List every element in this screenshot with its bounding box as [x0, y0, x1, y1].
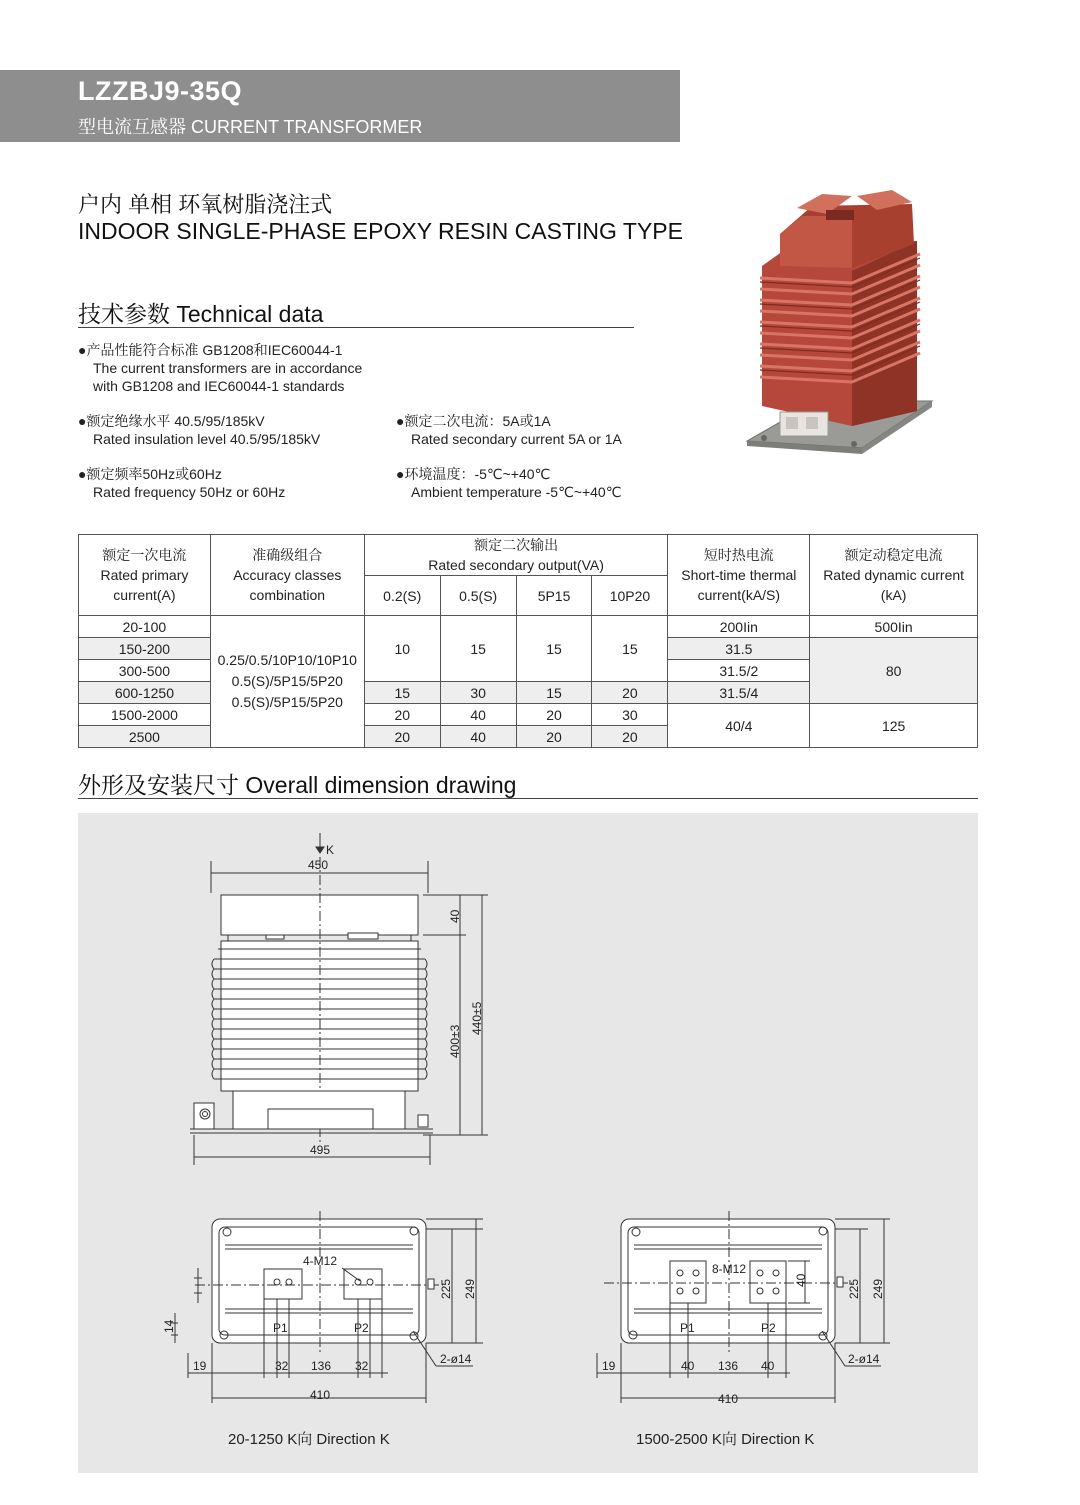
cell-output: 15 — [440, 616, 516, 682]
left-dim-136: 136 — [311, 1359, 332, 1373]
spec-secondary-current — [396, 412, 622, 448]
header-primary-current: 额定一次电流 Rated primary current(A) — [79, 535, 211, 616]
heading-rule — [78, 798, 978, 799]
left-mount-holes: 2-ø14 — [440, 1352, 472, 1366]
left-view-caption: 20-1250 K向 Direction K — [228, 1431, 390, 1448]
cell-output: 20 — [592, 726, 668, 748]
cell-accuracy: 0.25/0.5/10P10/10P10 0.5(S)/5P15/5P20 0.5(S)/5P15/5P20 — [210, 616, 364, 748]
cell-output: 20 — [516, 726, 592, 748]
right-dim-225: 225 — [847, 1278, 861, 1299]
right-dim-136: 136 — [718, 1359, 739, 1373]
cell-primary: 600-1250 — [79, 682, 211, 704]
header-secondary-output: 额定二次输出 Rated secondary output(VA) — [364, 535, 668, 576]
cell-output: 15 — [592, 616, 668, 682]
spec-frequency — [78, 465, 285, 501]
cell-primary: 300-500 — [79, 660, 211, 682]
right-p1: P1 — [680, 1321, 695, 1335]
spec-standard-cn: ●产品性能符合标准 GB1208和IEC60044-1 — [78, 342, 343, 358]
spec-ambient-cn: ●环境温度：-5℃~+40℃ — [396, 466, 551, 482]
header-thermal-current: 短时热电流 Short-time thermal current(kA/S) — [668, 535, 810, 616]
right-dim-410: 410 — [718, 1392, 739, 1406]
cell-output: 20 — [364, 704, 440, 726]
model-title: LZZBJ9-35Q — [78, 76, 243, 106]
header-accuracy-classes: 准确级组合 Accuracy classes combination — [210, 535, 364, 616]
cell-primary: 150-200 — [79, 638, 211, 660]
cell-primary: 20-100 — [79, 616, 211, 638]
right-mount-holes: 2-ø14 — [848, 1352, 880, 1366]
cell-thermal: 40/4 — [668, 704, 810, 748]
left-dim-32b: 32 — [355, 1359, 369, 1373]
spec-frequency-cn: ●额定频率50Hz或60Hz — [78, 466, 222, 482]
heading-rule — [78, 327, 634, 328]
spec-standard-en1: The current transformers are in accordance — [93, 360, 363, 376]
header-output-10p20: 10P20 — [592, 576, 668, 616]
spec-insulation-en: Rated insulation level 40.5/95/185kV — [93, 431, 321, 447]
left-dim-14: 14 — [162, 1319, 176, 1333]
spec-ambient — [396, 465, 621, 501]
header-dynamic-current: 额定动稳定电流 Rated dynamic current (kA) — [810, 535, 978, 616]
header-output-5p15: 5P15 — [516, 576, 592, 616]
cell-output: 40 — [440, 704, 516, 726]
table-row — [79, 616, 978, 638]
dim-40-cap: 40 — [448, 909, 462, 923]
cell-primary: 2500 — [79, 726, 211, 748]
cell-dynamic: 500Iin — [810, 616, 978, 638]
cell-thermal: 200Iin — [668, 616, 810, 638]
left-holes-label: 4-M12 — [303, 1254, 338, 1268]
dim-495: 495 — [310, 1143, 331, 1157]
spec-secondary-current-cn: ●额定二次电流：5A或1A — [396, 413, 551, 429]
right-dim-40b: 40 — [761, 1359, 775, 1373]
cell-thermal: 31.5/4 — [668, 682, 810, 704]
dim-450: 450 — [308, 858, 329, 872]
cell-thermal: 31.5 — [668, 638, 810, 660]
spec-insulation — [78, 412, 320, 448]
cell-dynamic: 125 — [810, 704, 978, 748]
right-dim-40a: 40 — [681, 1359, 695, 1373]
spec-ambient-en: Ambient temperature -5℃~+40℃ — [411, 484, 622, 500]
right-p2: P2 — [761, 1321, 776, 1335]
cell-thermal: 31.5/2 — [668, 660, 810, 682]
left-dim-225: 225 — [439, 1278, 453, 1299]
cell-output: 15 — [516, 616, 592, 682]
table-header-row — [79, 535, 978, 576]
spec-secondary-current-en: Rated secondary current 5A or 1A — [411, 431, 622, 447]
left-p2: P2 — [354, 1321, 369, 1335]
cell-output: 20 — [364, 726, 440, 748]
k-label: K — [326, 843, 335, 857]
cell-primary: 1500-2000 — [79, 704, 211, 726]
model-subtitle: 型电流互感器 CURRENT TRANSFORMER — [78, 117, 423, 137]
header-output-0-2s: 0.2(S) — [364, 576, 440, 616]
spec-standard — [78, 341, 362, 395]
type-en: INDOOR SINGLE-PHASE EPOXY RESIN CASTING TYPE — [78, 218, 683, 244]
spec-standard-en2: with GB1208 and IEC60044-1 standards — [93, 378, 345, 394]
cell-output: 10 — [364, 616, 440, 682]
dimension-drawing — [78, 813, 978, 1473]
left-dim-32a: 32 — [275, 1359, 289, 1373]
right-dim-40v: 40 — [794, 1273, 808, 1287]
technical-data-table — [78, 534, 978, 748]
cell-output: 40 — [440, 726, 516, 748]
type-cn: 户内 单相 环氧树脂浇注式 — [78, 192, 333, 217]
left-dim-19: 19 — [193, 1359, 207, 1373]
right-holes-label: 8-M12 — [712, 1262, 747, 1276]
spec-insulation-cn: ●额定绝缘水平 40.5/95/185kV — [78, 413, 265, 429]
cell-output: 30 — [440, 682, 516, 704]
left-dim-410: 410 — [310, 1388, 331, 1402]
spec-frequency-en: Rated frequency 50Hz or 60Hz — [93, 484, 286, 500]
right-view-caption: 1500-2500 K向 Direction K — [636, 1431, 815, 1448]
header-output-0-5s: 0.5(S) — [440, 576, 516, 616]
cell-output: 30 — [592, 704, 668, 726]
dim-400: 400±3 — [448, 1024, 462, 1058]
right-dim-19: 19 — [602, 1359, 616, 1373]
cell-dynamic: 80 — [810, 638, 978, 704]
dimension-drawing-heading: 外形及安装尺寸 Overall dimension drawing — [78, 772, 517, 798]
cell-output: 20 — [516, 704, 592, 726]
left-p1: P1 — [273, 1321, 288, 1335]
left-dim-249: 249 — [463, 1278, 477, 1299]
cell-output: 15 — [364, 682, 440, 704]
right-dim-249: 249 — [871, 1278, 885, 1299]
product-photo — [742, 186, 937, 476]
dim-440: 440±5 — [470, 1001, 484, 1035]
cell-output: 15 — [516, 682, 592, 704]
technical-data-heading: 技术参数 Technical data — [78, 301, 324, 327]
cell-output: 20 — [592, 682, 668, 704]
